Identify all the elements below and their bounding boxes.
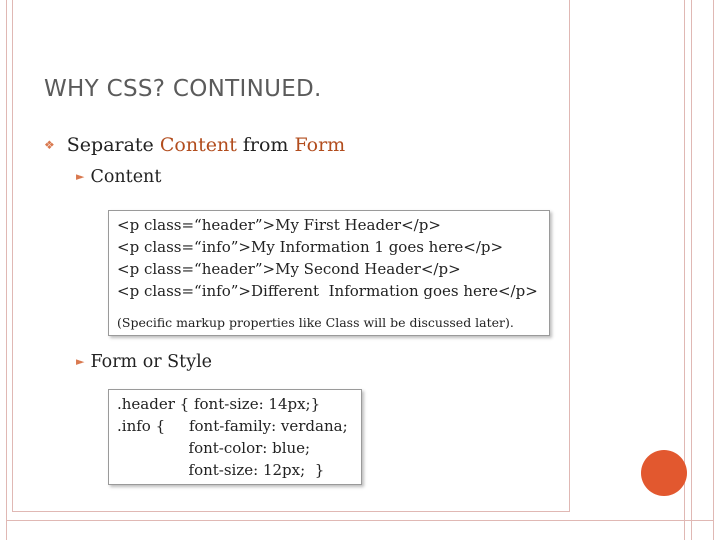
css-code-box [108,389,362,485]
slide-title: WHY CSS? CONTINUED. [44,76,322,102]
sub-bullet-icon: ► [76,170,85,183]
bullet-icon: ❖ [44,138,55,152]
bullet-separate-content [44,134,345,156]
decorative-circle [641,450,687,496]
sub-bullet-form-or-style [76,352,212,372]
slide-right-strip [684,0,692,540]
html-code-line: <p class=“info”>Different Information goes here</p> [117,282,538,300]
class-note: (Specific markup properties like Class will be discussed later). [117,315,514,330]
bullet-prefix: Separate [66,134,160,156]
html-code-line: <p class=“header”>My Second Header</p> [117,260,461,278]
sub-bullet-content-label: Content [90,167,162,187]
html-code-line: <p class=“info”>My Information 1 goes here</p> [117,238,504,256]
css-code-line: font-color: blue; [117,439,311,457]
css-code-line: .info { font-family: verdana; [117,417,348,435]
sub-bullet-form-label: Form or Style [90,352,213,372]
form-word: Form [294,134,346,156]
bullet-middle: from [236,134,295,156]
slide-bottom-line [6,520,714,521]
content-word: Content [159,134,237,156]
sub-bullet-icon: ► [76,355,85,368]
css-code-line: font-size: 12px; } [117,461,325,479]
css-code-line: .header { font-size: 14px;} [117,395,321,413]
html-code-line: <p class=“header”>My First Header</p> [117,216,441,234]
sub-bullet-content [76,167,161,187]
html-code-box [108,210,550,336]
